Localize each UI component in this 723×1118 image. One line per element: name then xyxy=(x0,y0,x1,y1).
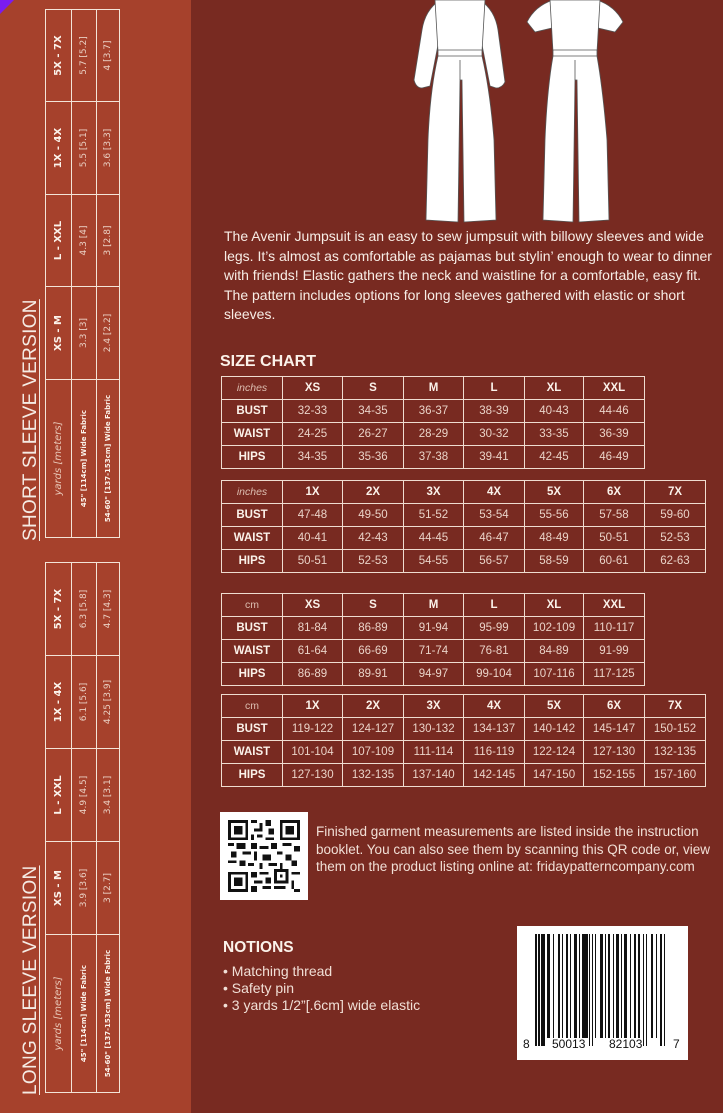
size-chart-inches-standard xyxy=(221,376,645,469)
size-header: 4X xyxy=(464,695,525,718)
qr-code[interactable] xyxy=(220,812,308,900)
size-header: 6X xyxy=(584,481,645,504)
measurement-cell: 107-116 xyxy=(525,663,584,686)
measurement-cell: 32-33 xyxy=(283,400,343,423)
measurement-cell: 52-53 xyxy=(343,550,404,573)
measurement-cell: 40-41 xyxy=(283,527,343,550)
size-header: 1X xyxy=(283,481,343,504)
size-header: 3X xyxy=(404,695,464,718)
row-label-waist: WAIST xyxy=(222,640,283,663)
measurement-cell: 42-45 xyxy=(525,446,584,469)
measurement-cell: 37-38 xyxy=(404,446,464,469)
size-header: 1X xyxy=(283,695,343,718)
notion-item: • Safety pin xyxy=(223,980,420,997)
yardage-unit-label: yards [meters] xyxy=(46,935,72,1093)
measurement-cell: 127-130 xyxy=(283,764,343,787)
yardage-value: 4.25 [3.9] xyxy=(97,656,120,749)
measurement-cell: 110-117 xyxy=(584,617,645,640)
measurement-cell: 53-54 xyxy=(464,504,525,527)
yardage-size-group: L - XXL xyxy=(46,195,72,287)
measurement-cell: 40-43 xyxy=(525,400,584,423)
size-header: S xyxy=(343,594,404,617)
row-label-hips: HIPS xyxy=(222,550,283,573)
size-chart-cm-plus xyxy=(221,694,706,787)
short-sleeve-yardage xyxy=(45,9,120,538)
measurement-cell: 140-142 xyxy=(525,718,584,741)
measurement-cell: 134-137 xyxy=(464,718,525,741)
measurement-cell: 30-32 xyxy=(464,423,525,446)
measurement-cell: 152-155 xyxy=(584,764,645,787)
measurement-cell: 35-36 xyxy=(343,446,404,469)
measurement-cell: 119-122 xyxy=(283,718,343,741)
measurement-cell: 145-147 xyxy=(584,718,645,741)
size-header: 3X xyxy=(404,481,464,504)
yardage-value: 6.3 [5.8] xyxy=(72,563,97,656)
yardage-size-group: 1X - 4X xyxy=(46,102,72,195)
measurement-cell: 26-27 xyxy=(343,423,404,446)
notion-item: • Matching thread xyxy=(223,963,420,980)
yardage-panel xyxy=(0,0,191,1113)
row-label-hips: HIPS xyxy=(222,663,283,686)
barcode-digits xyxy=(517,1037,688,1051)
yardage-value: 3.4 [3.1] xyxy=(97,749,120,842)
short-sleeve-yardage-table xyxy=(45,9,120,538)
measurement-cell: 95-99 xyxy=(464,617,525,640)
size-chart-title: SIZE CHART xyxy=(220,353,316,370)
size-header: XXL xyxy=(584,377,645,400)
row-label-hips: HIPS xyxy=(222,446,283,469)
measurement-cell: 132-135 xyxy=(645,741,706,764)
measurement-cell: 132-135 xyxy=(343,764,404,787)
yardage-size-group: 1X - 4X xyxy=(46,656,72,749)
yardage-value: 3 [2.7] xyxy=(97,842,120,935)
barcode-digit-group: 50013 xyxy=(552,1037,586,1051)
size-header: M xyxy=(404,594,464,617)
measurement-cell: 84-89 xyxy=(525,640,584,663)
yardage-unit-label: yards [meters] xyxy=(46,380,72,538)
measurement-cell: 34-35 xyxy=(283,446,343,469)
yardage-value: 3.3 [3] xyxy=(72,287,97,380)
size-header: 5X xyxy=(525,695,584,718)
jumpsuit-illustration xyxy=(410,0,640,225)
measurement-cell: 59-60 xyxy=(645,504,706,527)
size-header: XS xyxy=(283,594,343,617)
size-header: 2X xyxy=(343,481,404,504)
measurement-cell: 60-61 xyxy=(584,550,645,573)
unit-label: cm xyxy=(222,594,283,617)
measurement-cell: 52-53 xyxy=(645,527,706,550)
measurement-cell: 24-25 xyxy=(283,423,343,446)
size-header: XL xyxy=(525,377,584,400)
measurement-cell: 76-81 xyxy=(464,640,525,663)
size-header: L xyxy=(464,594,525,617)
row-label-waist: WAIST xyxy=(222,741,283,764)
measurement-cell: 137-140 xyxy=(404,764,464,787)
barcode-digit-group: 82103 xyxy=(609,1037,643,1051)
yardage-value: 4.3 [4] xyxy=(72,195,97,287)
measurement-cell: 117-125 xyxy=(584,663,645,686)
measurement-cell: 147-150 xyxy=(525,764,584,787)
measurement-cell: 48-49 xyxy=(525,527,584,550)
jumpsuit-flat-drawings-icon xyxy=(410,0,640,225)
yardage-value: 6.1 [5.6] xyxy=(72,656,97,749)
fabric-width-label: 45" [114cm] Wide Fabric xyxy=(72,935,97,1093)
measurement-cell: 39-41 xyxy=(464,446,525,469)
measurement-cell: 46-47 xyxy=(464,527,525,550)
measurement-cell: 44-45 xyxy=(404,527,464,550)
measurement-cell: 94-97 xyxy=(404,663,464,686)
measurement-cell: 86-89 xyxy=(343,617,404,640)
unit-label: inches xyxy=(222,377,283,400)
long-sleeve-yardage xyxy=(45,562,120,1093)
measurement-cell: 130-132 xyxy=(404,718,464,741)
measurement-cell: 71-74 xyxy=(404,640,464,663)
measurement-cell: 81-84 xyxy=(283,617,343,640)
measurement-cell: 49-50 xyxy=(343,504,404,527)
measurement-cell: 99-104 xyxy=(464,663,525,686)
measurement-cell: 89-91 xyxy=(343,663,404,686)
yardage-value: 3 [2.8] xyxy=(97,195,120,287)
short-sleeve-jumpsuit-icon xyxy=(527,0,623,222)
long-sleeve-yardage-table xyxy=(45,562,120,1093)
measurement-cell: 116-119 xyxy=(464,741,525,764)
size-header: L xyxy=(464,377,525,400)
fabric-width-label: 45" [114cm] Wide Fabric xyxy=(72,380,97,538)
unit-label: cm xyxy=(222,695,283,718)
yardage-value: 3.6 [3.3] xyxy=(97,102,120,195)
barcode-digit-prefix: 8 xyxy=(523,1037,530,1051)
measurement-cell: 33-35 xyxy=(525,423,584,446)
row-label-hips: HIPS xyxy=(222,764,283,787)
yardage-value: 4 [3.7] xyxy=(97,10,120,102)
measurement-cell: 58-59 xyxy=(525,550,584,573)
notions-list xyxy=(223,963,420,1014)
measurement-cell: 142-145 xyxy=(464,764,525,787)
measurement-cell: 62-63 xyxy=(645,550,706,573)
measurement-cell: 66-69 xyxy=(343,640,404,663)
yardage-value: 5.7 [5.2] xyxy=(72,10,97,102)
long-sleeve-jumpsuit-icon xyxy=(414,0,505,222)
row-label-bust: BUST xyxy=(222,617,283,640)
yardage-value: 5.5 [5.1] xyxy=(72,102,97,195)
qr-code-icon xyxy=(228,820,300,892)
measurement-cell: 157-160 xyxy=(645,764,706,787)
measurement-cell: 51-52 xyxy=(404,504,464,527)
measurement-cell: 28-29 xyxy=(404,423,464,446)
measurement-cell: 46-49 xyxy=(584,446,645,469)
yardage-size-group: XS - M xyxy=(46,287,72,380)
measurement-cell: 101-104 xyxy=(283,741,343,764)
yardage-value: 4.7 [4.3] xyxy=(97,563,120,656)
size-header: S xyxy=(343,377,404,400)
size-header: 2X xyxy=(343,695,404,718)
row-label-waist: WAIST xyxy=(222,423,283,446)
size-header: 7X xyxy=(645,481,706,504)
yardage-size-group: L - XXL xyxy=(46,749,72,842)
measurement-cell: 91-99 xyxy=(584,640,645,663)
long-sleeve-title: LONG SLEEVE VERSION xyxy=(20,865,41,1095)
notion-item: • 3 yards 1/2”[.6cm] wide elastic xyxy=(223,997,420,1014)
measurement-cell: 107-109 xyxy=(343,741,404,764)
size-header: 4X xyxy=(464,481,525,504)
size-header: XXL xyxy=(584,594,645,617)
measurement-cell: 61-64 xyxy=(283,640,343,663)
measurement-cell: 86-89 xyxy=(283,663,343,686)
qr-code-caption: Finished garment measurements are listed inside the instruction booklet. You can also see them by scanning this QR code or, view them on the product listing online at: fridaypatterncompany.com xyxy=(316,824,710,874)
product-description: The Avenir Jumpsuit is an easy to sew jumpsuit with billowy sleeves and wide legs. It’s almost as comfortable as pajamas but stylin’ enough to wear to dinner with friends! Elastic gathers the neck and waistline for a comfortable, easy fit. The pattern includes options for long sleeves gathered with elastic or short sleeves. xyxy=(224,228,712,322)
size-header: 5X xyxy=(525,481,584,504)
measurement-cell: 102-109 xyxy=(525,617,584,640)
measurement-cell: 127-130 xyxy=(584,741,645,764)
yardage-value: 2.4 [2.2] xyxy=(97,287,120,380)
size-header: XL xyxy=(525,594,584,617)
measurement-cell: 36-39 xyxy=(584,423,645,446)
measurement-cell: 54-55 xyxy=(404,550,464,573)
measurement-cell: 50-51 xyxy=(283,550,343,573)
upc-barcode xyxy=(517,926,688,1060)
measurement-cell: 111-114 xyxy=(404,741,464,764)
size-header: 7X xyxy=(645,695,706,718)
fabric-width-label: 54-60" [137-153cm] Wide Fabric xyxy=(97,380,120,538)
row-label-bust: BUST xyxy=(222,400,283,423)
size-header: M xyxy=(404,377,464,400)
yardage-size-group: 5X - 7X xyxy=(46,10,72,102)
yardage-size-group: XS - M xyxy=(46,842,72,935)
yardage-value: 3.9 [3.6] xyxy=(72,842,97,935)
yardage-size-group: 5X - 7X xyxy=(46,563,72,656)
measurement-cell: 57-58 xyxy=(584,504,645,527)
measurement-cell: 91-94 xyxy=(404,617,464,640)
fabric-width-label: 54-60" [137-153cm] Wide Fabric xyxy=(97,935,120,1093)
measurement-cell: 122-124 xyxy=(525,741,584,764)
unit-label: inches xyxy=(222,481,283,504)
short-sleeve-title: SHORT SLEEVE VERSION xyxy=(20,299,41,541)
size-header: 6X xyxy=(584,695,645,718)
measurement-cell: 124-127 xyxy=(343,718,404,741)
measurement-cell: 44-46 xyxy=(584,400,645,423)
measurement-cell: 56-57 xyxy=(464,550,525,573)
corner-mark xyxy=(0,0,14,14)
row-label-bust: BUST xyxy=(222,718,283,741)
measurement-cell: 34-35 xyxy=(343,400,404,423)
measurement-cell: 36-37 xyxy=(404,400,464,423)
row-label-bust: BUST xyxy=(222,504,283,527)
size-header: XS xyxy=(283,377,343,400)
measurement-cell: 38-39 xyxy=(464,400,525,423)
size-chart-cm-standard xyxy=(221,593,645,686)
measurement-cell: 50-51 xyxy=(584,527,645,550)
measurement-cell: 47-48 xyxy=(283,504,343,527)
measurement-cell: 42-43 xyxy=(343,527,404,550)
size-chart-inches-plus xyxy=(221,480,706,573)
measurement-cell: 150-152 xyxy=(645,718,706,741)
row-label-waist: WAIST xyxy=(222,527,283,550)
notions-title: NOTIONS xyxy=(223,939,294,956)
yardage-value: 4.9 [4.5] xyxy=(72,749,97,842)
measurement-cell: 55-56 xyxy=(525,504,584,527)
barcode-digit-check: 7 xyxy=(673,1037,680,1051)
